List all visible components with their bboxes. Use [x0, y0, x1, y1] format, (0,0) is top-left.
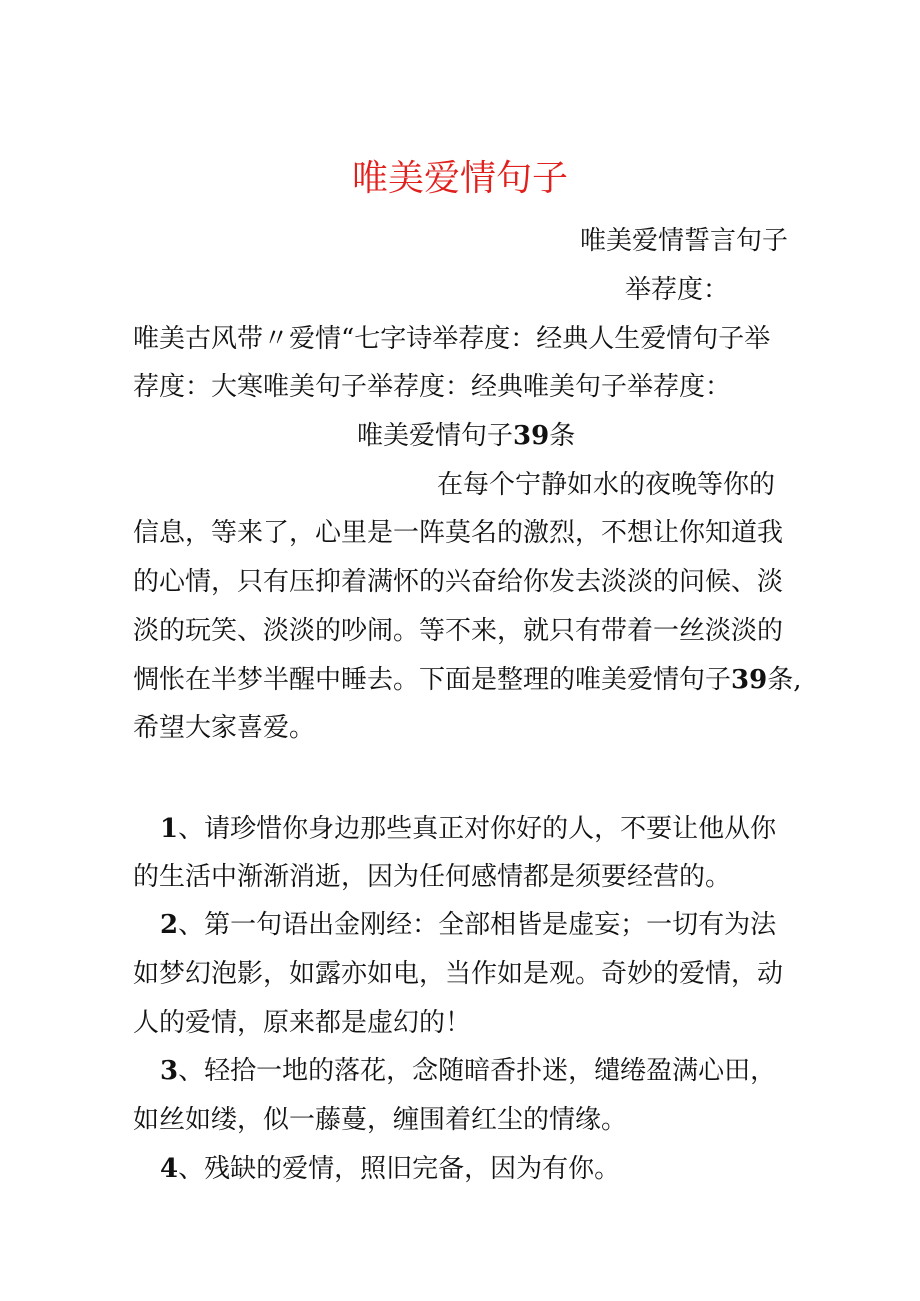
list-item-3-line-1 [160, 1054, 776, 1088]
list-item-2-line-3: 人的爱情，原来都是虚幻的！ [133, 1008, 472, 1038]
list-item-1-line-2: 的生活中渐渐消逝，因为任何感情都是须要经营的。 [133, 862, 732, 892]
intro-line-1: 在每个宁静如水的夜晚等你的 [437, 470, 776, 500]
intro-line-2: 信息，等来了，心里是一阵莫名的激烈，不想让你知道我 [133, 518, 784, 548]
section-heading-text: 唯美爱情句子 [357, 421, 514, 451]
intro-line-5-count: 39 [731, 665, 768, 695]
recommend-label: 举荐度： [625, 275, 730, 305]
list-item-number: 2 [160, 910, 179, 940]
section-heading-count: 39 [513, 421, 550, 451]
intro-line-4: 淡的玩笑、淡淡的吵闹。等不来，就只有带着一丝淡淡的 [133, 616, 784, 646]
list-item-number: 1 [160, 814, 179, 844]
related-line-2: 荐度：大寒唯美句子举荐度：经典唯美句子举荐度： [133, 372, 732, 402]
intro-line-3: 的心情，只有压抑着满怀的兴奋给你发去淡淡的问候、淡 [133, 567, 784, 597]
list-item-number: 4 [160, 1154, 179, 1184]
intro-line-5-suffix: 条, [767, 665, 802, 695]
section-heading-suffix: 条 [549, 421, 576, 451]
section-heading [357, 419, 575, 453]
list-item-text: 、残缺的爱情，照旧完备，因为有你。 [178, 1154, 621, 1184]
list-item-2-line-1 [160, 908, 776, 942]
document-title: 唯美爱情句子 [351, 158, 568, 199]
list-item-text: 、请珍惜你身边那些真正对你好的人，不要让他从你 [178, 814, 777, 844]
list-item-1-line-1 [160, 812, 776, 846]
list-item-number: 3 [160, 1056, 179, 1086]
list-item-text: 、轻拾一地的落花，念随暗香扑迷，缱绻盈满心田， [178, 1056, 777, 1086]
intro-line-5 [133, 663, 801, 697]
list-item-2-line-2: 如梦幻泡影，如露亦如电，当作如是观。奇妙的爱情，动 [133, 959, 784, 989]
intro-line-6: 希望大家喜爱。 [133, 713, 316, 743]
intro-line-5-text: 惆怅在半梦半醒中睡去。下面是整理的唯美爱情句子 [133, 665, 732, 695]
list-item-4-line-1 [160, 1152, 620, 1186]
list-item-3-line-2: 如丝如缕，似一藤蔓，缠围着红尘的情缘。 [133, 1105, 628, 1135]
related-line-1: 唯美古风带〃爱情“七字诗举荐度：经典人生爱情句子举 [133, 324, 771, 354]
subtitle: 唯美爱情誓言句子 [580, 226, 789, 256]
list-item-text: 、第一句语出金刚经：全部相皆是虚妄；一切有为法 [178, 910, 777, 940]
